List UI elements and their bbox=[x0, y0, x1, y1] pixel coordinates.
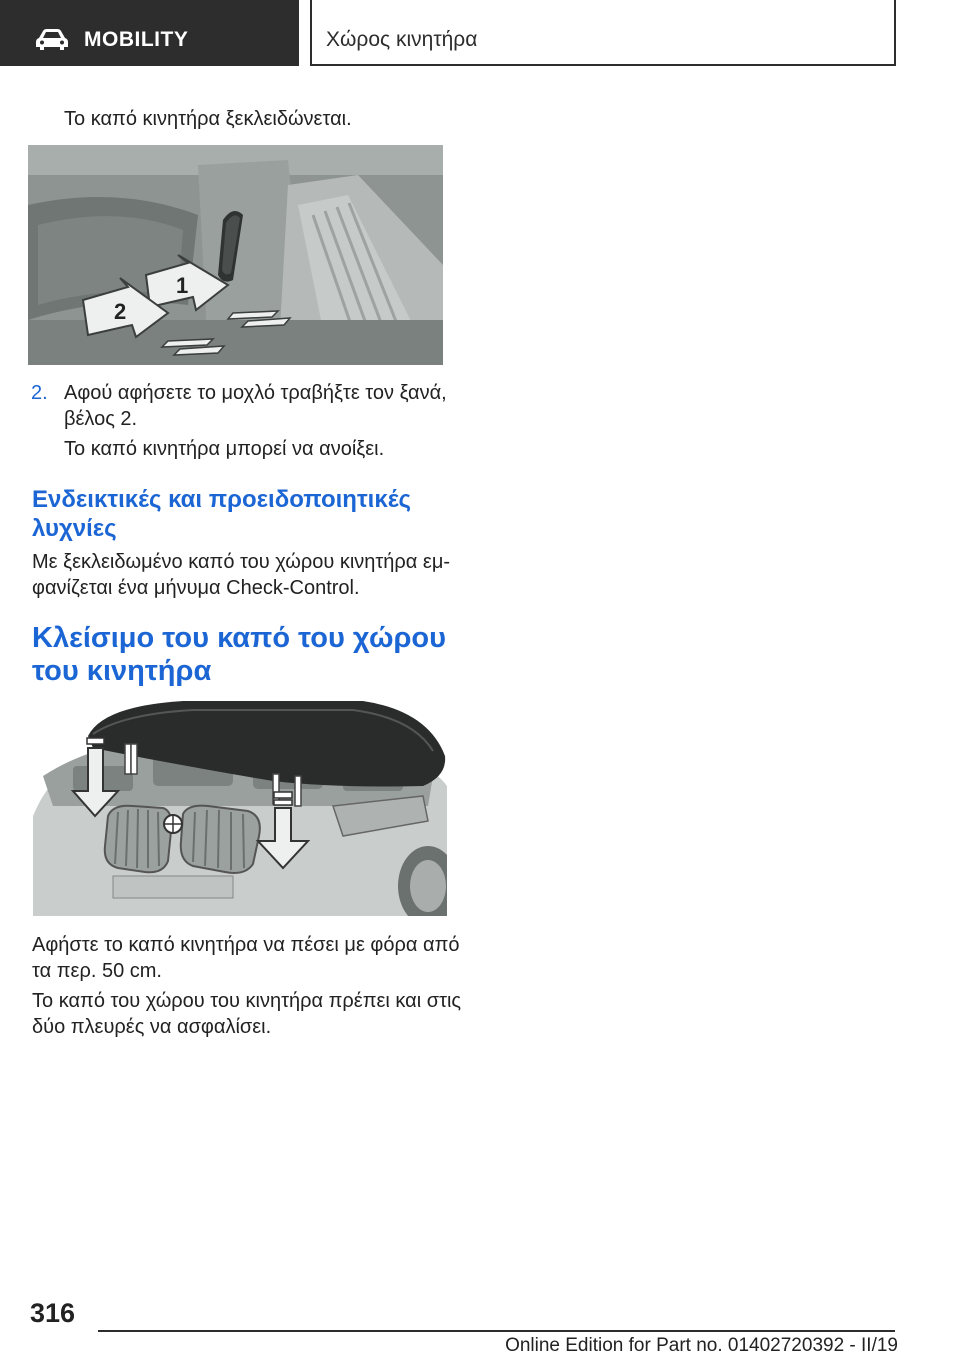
heading-closing-hood-line1: Κλείσιμο του καπό του χώρου bbox=[32, 622, 447, 654]
arrow-1-label: 1 bbox=[176, 273, 189, 298]
step-2-result: Το καπό κινητήρα μπορεί να ανοίξει. bbox=[64, 438, 385, 460]
car-front-icon bbox=[34, 28, 70, 52]
heading-closing-hood-line2: του κινητήρα bbox=[32, 655, 212, 687]
closing-paragraph-1-line1: Αφήστε το καπό κινητήρα να πέσει με φόρα από bbox=[32, 934, 460, 956]
hood-release-lever-figure bbox=[28, 145, 443, 365]
brand-label: MOBILITY bbox=[84, 28, 189, 51]
closing-hood-figure bbox=[33, 696, 447, 916]
page-header bbox=[0, 0, 960, 66]
step-2-text-line2: βέλος 2. bbox=[64, 408, 138, 430]
heading-indicator-lights-line2: λυχνίες bbox=[32, 515, 117, 542]
step-2-text-line1: Αφού αφήσετε το μοχλό τραβήξτε τον ξανά, bbox=[64, 382, 447, 404]
closing-hood-illustration bbox=[33, 696, 447, 916]
heading-indicator-lights-line1: Ενδεικτικές και προειδοποιητικές bbox=[32, 486, 412, 513]
page-number: 316 bbox=[30, 1298, 76, 1328]
hood-release-lever-illustration bbox=[28, 145, 443, 365]
closing-paragraph-2-line2: δύο πλευρές να ασφαλίσει. bbox=[32, 1016, 272, 1038]
section-title-box bbox=[310, 0, 896, 66]
closing-paragraph-1-line2: τα περ. 50 cm. bbox=[32, 960, 162, 982]
header-brand-block bbox=[0, 0, 299, 66]
indicator-paragraph-line1: Με ξεκλειδωμένο καπό του χώρου κινητήρα εμ- bbox=[32, 551, 451, 573]
section-title: Χώρος κινητήρα bbox=[326, 28, 478, 51]
footer-edition: Online Edition for Part no. 01402720392 - II/19 bbox=[505, 1335, 898, 1356]
step-result-text: Το καπό κινητήρα ξεκλειδώνεται. bbox=[64, 108, 352, 130]
step-2-number: 2. bbox=[31, 382, 48, 404]
arrow-2-label: 2 bbox=[114, 299, 127, 324]
indicator-paragraph-line2: φανίζεται ένα μήνυμα Check-Control. bbox=[32, 577, 360, 599]
footer-divider bbox=[98, 1330, 895, 1332]
closing-paragraph-2-line1: Το καπό του χώρου του κινητήρα πρέπει και στις bbox=[32, 990, 462, 1012]
